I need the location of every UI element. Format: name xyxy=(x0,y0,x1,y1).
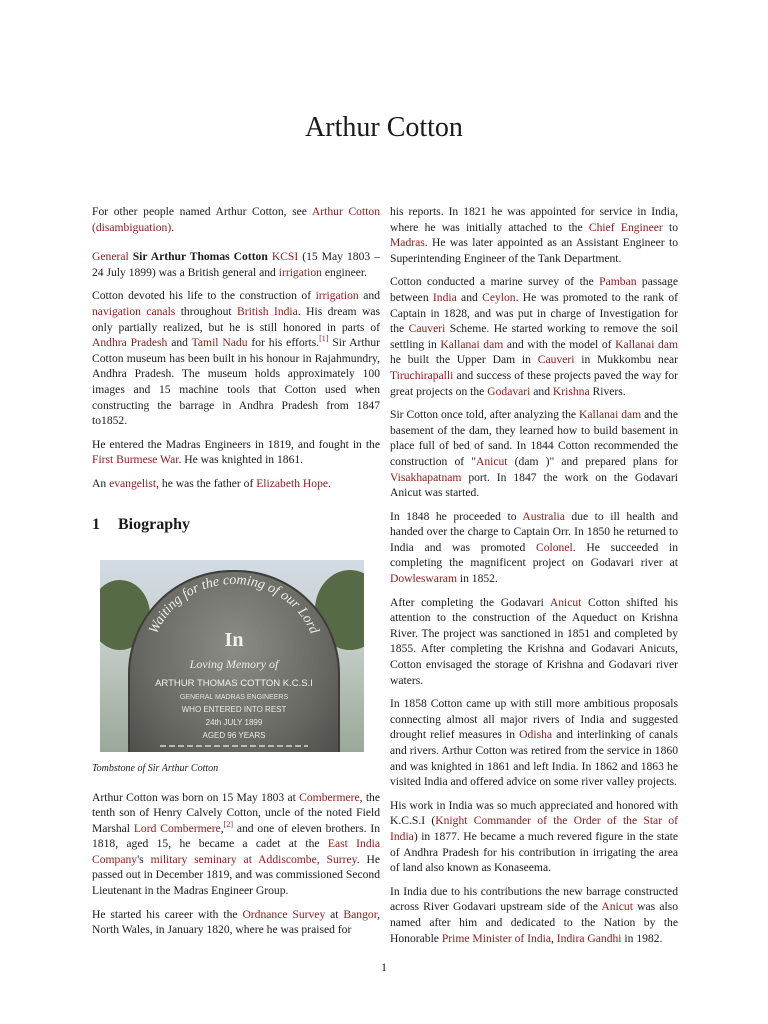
text: Cotton shifted his attention to the construction of the Aqueduct on Krishna River. The project was sanctioned in 1851 and completed by 1855. After completing the Krishna and Godavari Anicuts, Cotton envisaged the storage of Krishna and Godavari river waters. xyxy=(390,595,678,687)
text: . xyxy=(328,476,331,490)
link-kallanai-dam[interactable]: Kallanai dam xyxy=(579,408,642,422)
link-tamil-nadu[interactable]: Tamil Nadu xyxy=(191,336,248,350)
text: Arthur Cotton was born on 15 May 1803 at xyxy=(92,790,300,804)
text: and xyxy=(530,384,553,398)
right-column xyxy=(390,204,678,954)
paragraph xyxy=(390,509,678,587)
tombstone-engraving xyxy=(130,572,338,752)
link-navigation-canals[interactable]: navigation canals xyxy=(92,304,176,318)
paragraph xyxy=(390,595,678,689)
engraving-line: AGED 96 YEARS xyxy=(202,730,266,740)
link-visakhapatnam[interactable]: Visakhapatnam xyxy=(390,470,462,484)
text: passage between xyxy=(390,275,678,304)
text: ) in 1877. He became a much revered figure in the state of Andhra Pradesh for his contribution in irrigating the area of land also known as Konaseema. xyxy=(390,829,678,875)
link-cauveri[interactable]: Cauveri xyxy=(537,353,575,367)
link-anicut[interactable]: Anicut xyxy=(601,900,633,914)
link-lord-combermere[interactable]: Lord Combermere xyxy=(133,821,221,835)
link-kallanai-dam[interactable]: Kallanai dam xyxy=(615,337,678,351)
ref-2[interactable]: [2] xyxy=(223,819,233,829)
text: . He passed out in December 1819, and was commissioned Second Lieutenant in the Madras Engineer Group. xyxy=(92,852,380,898)
text: in 1852. xyxy=(456,572,498,586)
text: After completing the Godavari xyxy=(390,595,550,609)
paragraph xyxy=(92,288,380,428)
text: , he was the father of xyxy=(156,476,257,490)
text: , xyxy=(551,931,557,945)
text: . He succeeded in completing the magnificent project on Godavari river at xyxy=(390,540,679,570)
text: and interlinking of canals and rivers. Arthur Cotton was retired from the service in 1860 and was knighted in 1861 and left India. In 1862 and 1863 he visited India and offered advice on some river valley projects. xyxy=(390,728,678,789)
text: . xyxy=(171,220,175,234)
section-title: Biography xyxy=(118,515,191,533)
text: . His dream was only partially realized, but he is still honored in parts of xyxy=(92,304,380,334)
text: His work in India was so much appreciated and honored with K.C.S.I ( xyxy=(390,798,678,828)
text: Sir Arthur Cotton museum has been built in his honour in Rajahmundry, Andhra Pradesh. The museum holds approximately 100 images and 15 machine tools that Cotton used when constructing the barrage in Andhra Pradesh from 1847 to1852. xyxy=(92,336,381,428)
paragraph xyxy=(390,884,678,946)
text: Cotton conducted a marine survey of the xyxy=(390,275,600,289)
tombstone xyxy=(128,570,340,752)
hatnote xyxy=(92,204,380,235)
text: He entered the Madras Engineers in 1819, and fought in the xyxy=(92,437,380,451)
link-kallanai-dam[interactable]: Kallanai dam xyxy=(440,337,504,351)
link-disambiguation[interactable]: Arthur Cotton (disambiguation) xyxy=(92,205,381,234)
link-godavari[interactable]: Godavari xyxy=(487,384,531,398)
text: in 1982. xyxy=(621,931,663,945)
text: Cotton devoted his life to the construction of xyxy=(92,289,316,303)
page-title: Arthur Cotton xyxy=(305,112,463,143)
section-heading xyxy=(92,516,380,534)
link-first-burmese-war[interactable]: First Burmese War xyxy=(92,453,179,467)
text: and xyxy=(358,289,380,303)
text: and success of these projects paved the way for great projects on the xyxy=(390,368,678,398)
left-column xyxy=(92,204,380,946)
paragraph xyxy=(390,407,678,501)
link-general[interactable]: General xyxy=(92,250,129,264)
text: An xyxy=(92,476,110,490)
link-dowleswaram[interactable]: Dowleswaram xyxy=(390,572,457,586)
link-colonel[interactable]: Colonel xyxy=(536,540,573,554)
text: and one of eleven brothers. In 1818, aged 15, he became a cadet at the xyxy=(92,821,380,851)
text: and with the model of xyxy=(503,337,616,351)
text: In 1848 he proceeded to xyxy=(390,509,523,523)
link-ceylon[interactable]: Ceylon xyxy=(482,290,516,304)
text: In India due to his contributions the new barrage constructed across River Godavari upstream side of the xyxy=(390,884,678,914)
engraving-line: In xyxy=(224,628,244,651)
engraving-line: Loving Memory of xyxy=(189,656,279,671)
link-tiruchirapalli[interactable]: Tiruchirapalli xyxy=(390,368,454,382)
text: and the basement of the dam, they learned how to build basement in place full of bed of sand. In 1844 Cotton recommended the construction of " xyxy=(390,408,679,468)
engraving-line: WHO ENTERED INTO REST xyxy=(181,704,287,714)
link-elizabeth-hope[interactable]: Elizabeth Hope xyxy=(256,476,329,490)
link-combermere[interactable]: Combermere xyxy=(299,790,360,804)
link-evangelist[interactable]: evangelist xyxy=(109,476,157,490)
text: In 1858 Cotton came up with still more ambitious proposals connecting almost all major rivers of India and suggested drought relief measures in xyxy=(390,697,678,742)
paragraph xyxy=(390,274,678,399)
section-number: 1 xyxy=(92,515,100,533)
text: , xyxy=(220,821,224,835)
text: , North Wales, in January 1820, where he was praised for xyxy=(92,907,380,937)
link-australia[interactable]: Australia xyxy=(522,509,565,523)
text: throughout xyxy=(175,304,237,318)
text: engineer. xyxy=(321,265,367,279)
link-ordnance-survey[interactable]: Ordnance Survey xyxy=(242,907,326,921)
text: 's xyxy=(137,852,151,866)
text: . He was later appointed as an Assistant Engineer to Superintending Engineer of the Tank Department. xyxy=(390,236,678,265)
text: Sir Cotton once told, after analyzing the xyxy=(390,408,580,422)
link-irrigation[interactable]: irrigation xyxy=(315,289,359,303)
text: . He was promoted to the rank of Captain in 1828, and was put in charge of Investigation for the xyxy=(390,290,678,336)
text: to xyxy=(662,220,678,234)
image-caption: Tombstone of Sir Arthur Cotton xyxy=(92,762,219,774)
link-irrigation[interactable]: irrigation xyxy=(278,265,322,279)
link-indira-gandhi[interactable]: Indira Gandhi xyxy=(556,931,622,945)
link-anicut[interactable]: Anicut xyxy=(549,595,582,609)
text: He started his career with the xyxy=(92,907,243,921)
link-addiscombe[interactable]: military seminary at Addiscombe, Surrey xyxy=(150,852,357,866)
text: he built the Upper Dam in xyxy=(390,353,538,367)
link-east-india-company[interactable]: East India Company xyxy=(92,837,380,866)
link-krishna[interactable]: Krishna xyxy=(552,384,590,398)
text: port. In 1847 the work on the Godavari Anicut was started. xyxy=(390,470,678,500)
link-cauveri[interactable]: Cauveri xyxy=(408,322,446,336)
engraving-arc: Waiting for the coming of our Lord xyxy=(146,572,322,636)
link-kcsi[interactable]: KCSI xyxy=(271,250,299,264)
engraving-line: 24th JULY 1899 xyxy=(205,717,263,727)
link-anicut[interactable]: Anicut xyxy=(475,454,508,468)
page-number: 1 xyxy=(381,960,387,974)
text: for his efforts. xyxy=(247,336,320,350)
text: due to ill health and handed over the charge to Captain Orr. In 1850 he returned to India and was promoted xyxy=(390,509,678,554)
link-bangor[interactable]: Bangor xyxy=(343,907,378,921)
text: in Mukkombu near xyxy=(574,353,678,367)
link-chief-engineer[interactable]: Chief Engineer xyxy=(588,220,663,234)
text: . He was knighted in 1861. xyxy=(178,453,304,467)
paragraph xyxy=(92,437,380,468)
link-kcsi-order[interactable]: Knight Commander of the Order of the Star of India xyxy=(390,814,678,843)
paragraph xyxy=(390,696,678,790)
link-madras[interactable]: Madras xyxy=(390,236,425,250)
tombstone-image[interactable] xyxy=(100,560,364,752)
text: and xyxy=(167,336,192,350)
paragraph xyxy=(390,204,678,266)
text: and xyxy=(456,290,483,304)
text: (15 May 1803 – 24 July 1899) was a British general and xyxy=(92,250,380,279)
link-british-india[interactable]: British India xyxy=(237,304,298,318)
paragraph xyxy=(390,798,678,876)
ref-1[interactable]: [1] xyxy=(319,334,329,344)
link-prime-minister-of-india[interactable]: Prime Minister of India xyxy=(441,931,551,945)
link-india[interactable]: India xyxy=(432,290,457,304)
text: at xyxy=(325,907,344,921)
link-pamban[interactable]: Pamban xyxy=(599,275,637,289)
link-andhra-pradesh[interactable]: Andhra Pradesh xyxy=(92,336,168,350)
text: Rivers. xyxy=(589,384,626,398)
bold-name: Sir Arthur Thomas Cotton xyxy=(132,250,268,264)
text: was also named after him and dedicated to the Nation by the Honorable xyxy=(390,900,678,945)
engraving-line: GENERAL MADRAS ENGINEERS xyxy=(179,693,289,701)
text: Scheme. He started working to remove the soil settling in xyxy=(390,322,678,351)
paragraph xyxy=(92,790,380,899)
paragraph xyxy=(92,907,380,938)
text: his reports. In 1821 he was appointed for service in India, where he was initially attached to the xyxy=(390,205,678,234)
paragraph xyxy=(92,476,380,492)
text: , the tenth son of Henry Calvely Cotton, uncle of the noted Field Marshal xyxy=(92,790,380,835)
engraving-line: ARTHUR THOMAS COTTON K.C.S.I xyxy=(155,677,313,689)
paragraph xyxy=(92,249,380,280)
text: (dam )" and prepared plans for xyxy=(507,454,679,468)
link-odisha[interactable]: Odisha xyxy=(519,728,553,742)
text: For other people named Arthur Cotton, see xyxy=(92,205,312,218)
